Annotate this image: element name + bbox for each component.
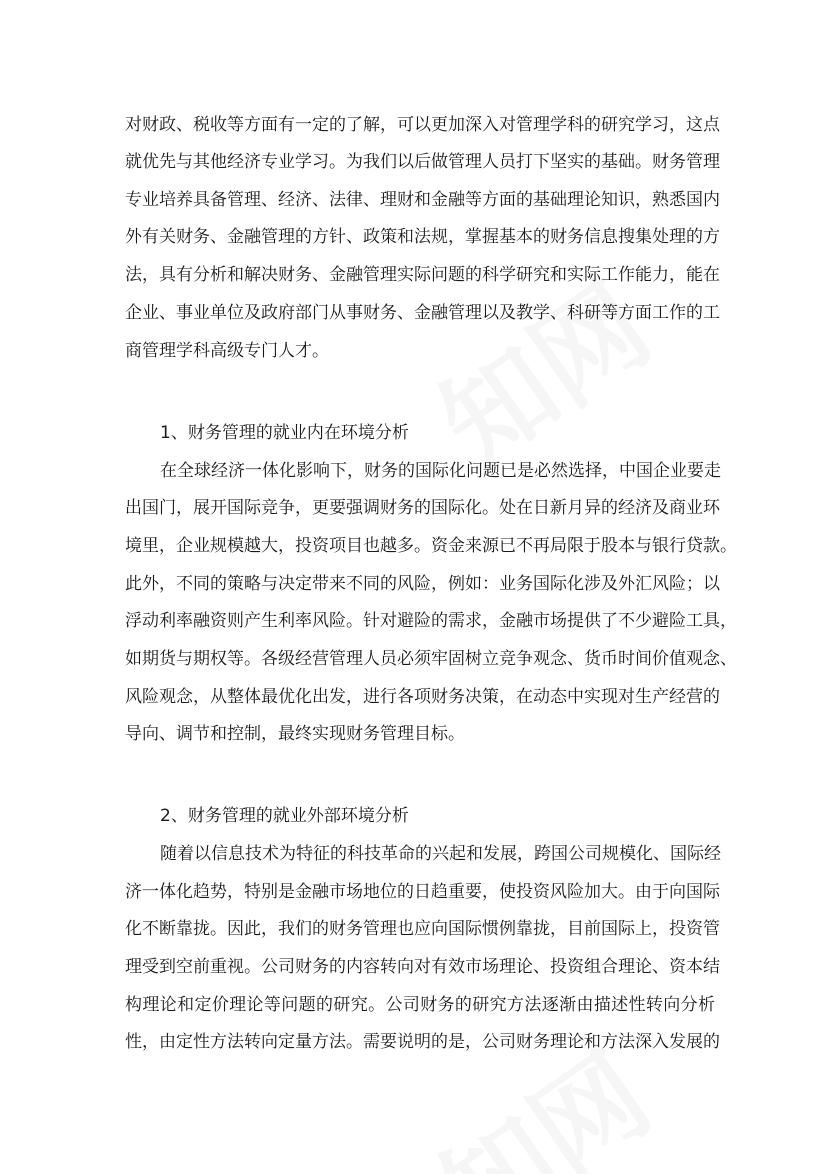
paragraph-line: 浮动利率融资则产生利率风险。针对避险的需求，金融市场提供了不少避险工具， <box>125 611 737 631</box>
paragraph-line: 法，具有分析和解决财务、金融管理实际问题的科学研究和实际工作能力，能在 <box>125 265 720 285</box>
paragraph-line: 性，由定性方法转向定量方法。需要说明的是，公司财务理论和方法深入发展的 <box>125 1032 720 1052</box>
section-heading: 1、财务管理的就业内在环境分析 <box>160 423 409 443</box>
paragraph-line: 济一体化趋势，特别是金融市场地位的日趋重要，使投资风险加大。由于向国际 <box>125 882 720 902</box>
section-heading: 2、财务管理的就业外部环境分析 <box>160 806 409 826</box>
paragraph-line: 此外，不同的策略与决定带来不同的风险，例如：业务国际化涉及外汇风险；以 <box>125 574 720 594</box>
paragraph-line: 在全球经济一体化影响下，财务的国际化问题已是必然选择，中国企业要走 <box>160 461 721 481</box>
paragraph-line: 风险观念，从整体最优化出发，进行各项财务决策，在动态中实现对生产经营的 <box>125 687 720 707</box>
paragraph-line: 外有关财务、金融管理的方针、政策和法规，掌握基本的财务信息搜集处理的方 <box>125 227 720 247</box>
paragraph-line: 企业、事业单位及政府部门从事财务、金融管理以及教学、科研等方面工作的工 <box>125 303 720 323</box>
paragraph-line: 对财政、税收等方面有一定的了解，可以更加深入对管理学科的研究学习，这点 <box>125 115 720 135</box>
paragraph-line: 理受到空前重视。公司财务的内容转向对有效市场理论、投资组合理论、资本结 <box>125 957 720 977</box>
paragraph-line: 出国门，展开国际竞争，更要强调财务的国际化。处在日新月异的经济及商业环 <box>125 498 720 518</box>
paragraph-line: 商管理学科高级专门人才。 <box>125 341 329 361</box>
paragraph-line: 化不断靠拢。因此，我们的财务管理也应向国际惯例靠拢，目前国际上，投资管 <box>125 919 720 939</box>
paragraph-line: 就优先与其他经济专业学习。为我们以后做管理人员打下坚实的基础。财务管理 <box>125 152 720 172</box>
paragraph-line: 境里，企业规模越大，投资项目也越多。资金来源已不再局限于股本与银行贷款。 <box>125 536 737 556</box>
paragraph-line: 导向、调节和控制，最终实现财务管理目标。 <box>125 724 465 744</box>
paragraph-line: 随着以信息技术为特征的科技革命的兴起和发展，跨国公司规模化、国际经 <box>160 844 721 864</box>
paragraph-line: 如期货与期权等。各级经营管理人员必须牢固树立竞争观念、货币时间价值观念、 <box>125 649 737 669</box>
paragraph-line: 专业培养具备管理、经济、法律、理财和金融等方面的基础理论知识，熟悉国内 <box>125 190 720 210</box>
paragraph-line: 构理论和定价理论等问题的研究。公司财务的研究方法逐渐由描述性转向分析 <box>125 995 715 1015</box>
